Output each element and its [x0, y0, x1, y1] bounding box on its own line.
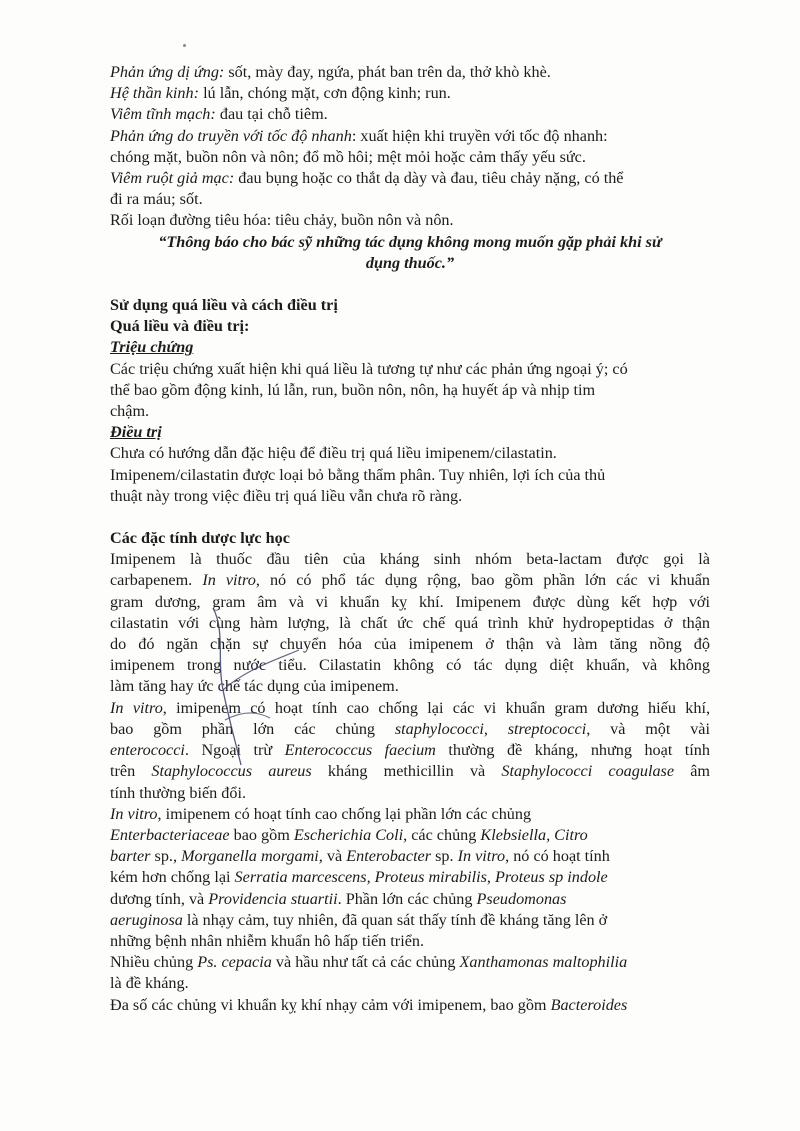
para-line: do đó ngăn chặn sự chuyển hóa của imipenem ở thận và làm tăng nồng độ [110, 635, 710, 654]
overdose-subheading: Quá liều và điều trị: [110, 317, 250, 336]
para-line: gram dương, gram âm và vi khuẩn kỵ khí. Imipenem được dùng kết hợp với [110, 592, 710, 611]
para-line: dương tính, và Providencia stuartii. Phần lớn các chủng Pseudomonas [110, 889, 567, 908]
para-line: kém hơn chống lại Serratia marcescens, Proteus mirabilis, Proteus sp indole [110, 868, 608, 887]
adverse-colitis: Viêm ruột giả mạc: đau bụng hoặc co thắt dạ dày và đau, tiêu chảy nặng, có thể [110, 169, 624, 188]
pharmacology-heading: Các đặc tính dược lực học [110, 529, 290, 548]
treatment-line: thuật này trong việc điều trị quá liều vẫn chưa rõ ràng. [110, 486, 463, 505]
overdose-heading: Sử dụng quá liều và cách điều trị [110, 296, 338, 315]
para-line: tính thường biến đổi. [110, 783, 247, 802]
treatment-heading: Điều trị [110, 423, 162, 442]
para-line: In vitro, imipenem có hoạt tính cao chống lại các vi khuẩn gram dương hiếu khí, [110, 698, 710, 717]
adverse-colitis-cont: đi ra máu; sốt. [110, 190, 203, 209]
para-line: trên Staphylococcus aureus kháng methicillin và Staphylococci coagulase âm [110, 762, 711, 781]
para-line: Nhiều chủng Ps. cepacia và hầu như tất cả các chủng Xanthamonas maltophilia [110, 953, 628, 972]
para-line: làm tăng hay ức chế tác dụng của imipenem. [110, 677, 399, 696]
para-line: những bệnh nhân nhiễm khuẩn hô hấp tiến triển. [110, 931, 425, 950]
para-line: imipenem trong nước tiểu. Cilastatin không có tác dụng diệt khuẩn, và không [110, 656, 710, 675]
adverse-gi: Rối loạn đường tiêu hóa: tiêu chảy, buồn nôn và nôn. [110, 211, 454, 230]
adverse-infusion-cont: chóng mặt, buồn nôn và nôn; đổ mồ hôi; mệt mỏi hoặc cảm thấy yếu sức. [110, 147, 586, 166]
treatment-line: Chưa có hướng dẫn đặc hiệu để điều trị quá liều imipenem/cilastatin. [110, 444, 557, 463]
adverse-infusion: Phản ứng do truyền với tốc độ nhanh: xuất hiện khi truyền với tốc độ nhanh: [110, 126, 608, 145]
para-line: carbapenem. In vitro, nó có phổ tác dụng rộng, bao gồm phần lớn các vi khuẩn [110, 571, 710, 590]
para-line: aeruginosa là nhạy cảm, tuy nhiên, đã quan sát thấy tính đề kháng tăng lên ở [110, 910, 608, 929]
para-line: cilastatin với cùng hàm lượng, là chất ức chế quá trình khử hydropeptidas ở thận [110, 613, 710, 632]
adverse-nervous: Hệ thần kinh: lú lẫn, chóng mặt, cơn động kinh; run. [110, 84, 451, 103]
symptoms-line: Các triệu chứng xuất hiện khi quá liều là tương tự như các phản ứng ngoại ý; có [110, 359, 628, 378]
para-line: barter sp., Morganella morgami, và Enterobacter sp. In vitro, nó có hoạt tính [110, 847, 610, 866]
para-line: Imipenem là thuốc đầu tiên của kháng sinh nhóm beta-lactam được gọi là [110, 550, 710, 569]
para-line: In vitro, imipenem có hoạt tính cao chống lại phần lớn các chủng [110, 804, 532, 823]
scan-dot [183, 44, 186, 47]
para-line: enterococci. Ngoại trừ Enterococcus faecium thường đề kháng, nhưng hoạt tính [110, 741, 710, 760]
para-line: Enterbacteriaceae bao gồm Escherichia Coli, các chủng Klebsiella, Citro [110, 825, 588, 844]
symptoms-line: chậm. [110, 402, 150, 421]
document-page [110, 62, 710, 1016]
para-line: Đa số các chủng vi khuẩn kỵ khí nhạy cảm với imipenem, bao gồm Bacteroides [110, 995, 628, 1014]
adverse-vein: Viêm tĩnh mạch: đau tại chỗ tiêm. [110, 105, 328, 124]
para-line: bao gồm phần lớn các chủng staphylococci, streptococci, và một vài [110, 719, 710, 738]
symptoms-heading: Triệu chứng [110, 338, 194, 357]
symptoms-line: thể bao gồm động kinh, lú lẫn, run, buồn nôn, nôn, hạ huyết áp và nhịp tim [110, 380, 596, 399]
treatment-line: Imipenem/cilastatin được loại bỏ bằng thẩm phân. Tuy nhiên, lợi ích của thủ [110, 465, 606, 484]
para-line: là đề kháng. [110, 974, 189, 993]
notice-quote: “Thông báo cho bác sỹ những tác dụng không mong muốn gặp phải khi sử dụng thuốc.” [158, 232, 662, 272]
adverse-allergy: Phản ứng dị ứng: sốt, mày đay, ngứa, phát ban trên da, thở khò khè. [110, 63, 551, 81]
